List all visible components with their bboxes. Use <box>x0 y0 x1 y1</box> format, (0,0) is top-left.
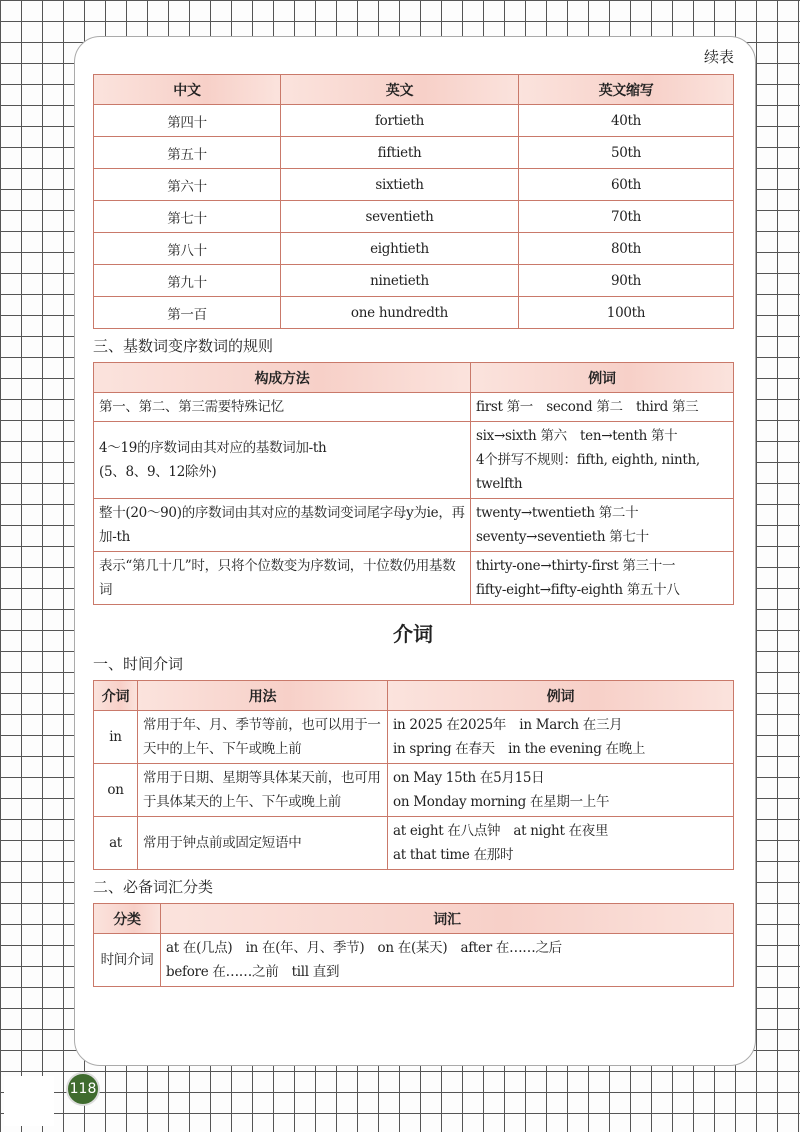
table-cell: 第八十 <box>94 233 281 265</box>
section-heading-ordinal-rules: 三、基数词变序数词的规则 <box>93 337 274 355</box>
table-cell: 常用于日期、星期等具体某天前，也可用于具体某天的上午、下午或晚上前 <box>138 764 388 817</box>
table-row <box>94 233 734 265</box>
table-cell: in <box>94 711 138 764</box>
table-cell <box>388 817 734 870</box>
table-cell: fortieth <box>281 105 519 137</box>
page-number: 118 <box>66 1072 100 1106</box>
table-cell: 第六十 <box>94 169 281 201</box>
table-row <box>94 105 734 137</box>
table-cell: 50th <box>519 137 734 169</box>
column-header: 英文缩写 <box>519 75 734 105</box>
table-row <box>94 817 734 870</box>
cell-line: at 在(几点) in 在(年、月、季节) on 在(某天) after 在……之后 <box>166 940 562 956</box>
table-cell: 100th <box>519 297 734 329</box>
table-cell <box>388 711 734 764</box>
table-row <box>94 552 734 605</box>
table-cell: 40th <box>519 105 734 137</box>
section-heading-time-prepositions: 一、时间介词 <box>93 655 184 673</box>
table-cell: seventieth <box>281 201 519 233</box>
table-cell: 时间介词 <box>94 934 161 987</box>
table-cell <box>471 499 734 552</box>
table-cell: 整十(20～90)的序数词由其对应的基数词变词尾字母y为ie，再加-th <box>94 499 471 552</box>
column-header: 介词 <box>94 681 138 711</box>
column-header: 构成方法 <box>94 363 471 393</box>
cell-line: in 2025 在2025年 in March 在三月 <box>393 717 623 733</box>
cell-line: fifty-eight→fifty-eighth 第五十八 <box>476 582 680 598</box>
table-cell: at <box>94 817 138 870</box>
column-header: 用法 <box>138 681 388 711</box>
cell-line: on Monday morning 在星期一上午 <box>393 794 610 810</box>
table-cell: eightieth <box>281 233 519 265</box>
table-cell: 第一百 <box>94 297 281 329</box>
table-cell: 4～19的序数词由其对应的基数词加-th (5、8、9、12除外) <box>94 422 471 499</box>
ordinal-rules-table <box>93 362 734 605</box>
page-content <box>93 74 733 987</box>
cell-line: twenty→twentieth 第二十 <box>476 505 639 521</box>
table-cell: 常用于年、月、季节等前，也可以用于一天中的上午、下午或晚上前 <box>138 711 388 764</box>
table-row <box>94 297 734 329</box>
cell-line: before 在……之前 till 直到 <box>166 964 340 980</box>
table-row <box>94 169 734 201</box>
column-header: 词汇 <box>161 904 734 934</box>
header-row <box>94 75 734 105</box>
cell-line: 4个拼写不规则：fifth, eighth, ninth, twelfth <box>476 452 700 492</box>
table-cell: 常用于钟点前或固定短语中 <box>138 817 388 870</box>
cell-line: seventy→seventieth 第七十 <box>476 529 649 545</box>
chapter-title: 介词 <box>393 622 433 646</box>
table-cell: 第七十 <box>94 201 281 233</box>
table-cell: 第九十 <box>94 265 281 297</box>
column-header: 中文 <box>94 75 281 105</box>
continued-label: 续表 <box>703 48 734 66</box>
table-cell <box>471 393 734 422</box>
table-cell: 80th <box>519 233 734 265</box>
ordinal-table <box>93 74 734 329</box>
column-header: 例词 <box>388 681 734 711</box>
section-heading-vocabulary: 二、必备词汇分类 <box>93 878 214 896</box>
table-cell: on <box>94 764 138 817</box>
table-row <box>94 422 734 499</box>
table-cell: 70th <box>519 201 734 233</box>
column-header: 英文 <box>281 75 519 105</box>
cell-line: at that time 在那时 <box>393 847 514 863</box>
header-row <box>94 681 734 711</box>
table-cell: 表示“第几十几”时，只将个位数变为序数词，十位数仍用基数词 <box>94 552 471 605</box>
table-row <box>94 934 734 987</box>
table-row <box>94 265 734 297</box>
column-header: 例词 <box>471 363 734 393</box>
table-cell: ninetieth <box>281 265 519 297</box>
table-cell <box>388 764 734 817</box>
table-cell: sixtieth <box>281 169 519 201</box>
cell-line: first 第一 second 第二 third 第三 <box>476 399 699 415</box>
table-row <box>94 499 734 552</box>
table-cell <box>471 552 734 605</box>
vocabulary-table <box>93 903 734 987</box>
table-cell: fiftieth <box>281 137 519 169</box>
cell-line: on May 15th 在5月15日 <box>393 770 545 786</box>
cell-line: six→sixth 第六 ten→tenth 第十 <box>476 428 678 444</box>
table-cell: 90th <box>519 265 734 297</box>
cell-line: at eight 在八点钟 at night 在夜里 <box>393 823 609 839</box>
table-cell: 60th <box>519 169 734 201</box>
table-row <box>94 137 734 169</box>
table-row <box>94 711 734 764</box>
table-cell: one hundredth <box>281 297 519 329</box>
table-row <box>94 764 734 817</box>
table-cell <box>161 934 734 987</box>
column-header: 分类 <box>94 904 161 934</box>
table-cell <box>471 422 734 499</box>
cell-line: thirty-one→thirty-first 第三十一 <box>476 558 676 574</box>
cell-line: in spring 在春天 in the evening 在晚上 <box>393 741 646 757</box>
table-cell: 第四十 <box>94 105 281 137</box>
header-row <box>94 904 734 934</box>
table-row <box>94 393 734 422</box>
table-cell: 第五十 <box>94 137 281 169</box>
table-cell: 第一、第二、第三需要特殊记忆 <box>94 393 471 422</box>
header-row <box>94 363 734 393</box>
publisher-logo <box>4 1076 54 1126</box>
table-row <box>94 201 734 233</box>
time-preposition-table <box>93 680 734 870</box>
